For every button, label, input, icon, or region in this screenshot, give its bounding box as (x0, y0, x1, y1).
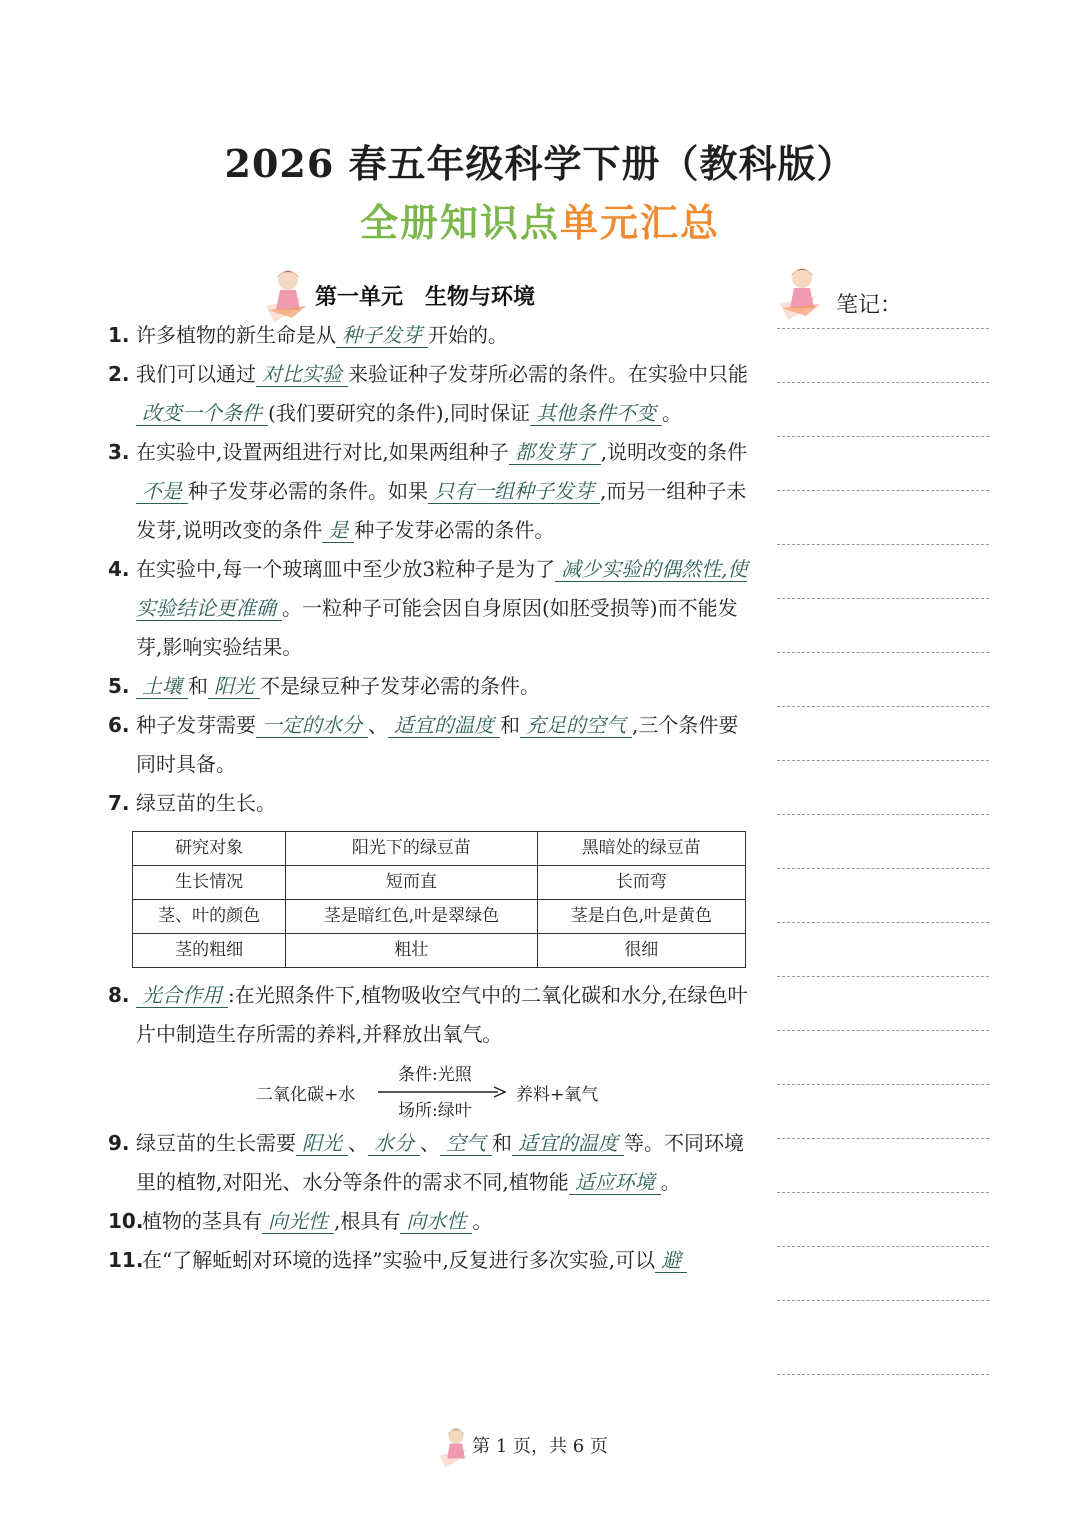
list-item (108, 1202, 753, 1241)
item-text: 种子发芽必需的条件。如果 (188, 479, 428, 503)
item-text: 植物的茎具有 (142, 1209, 262, 1233)
answer-blank: 向水性 (400, 1209, 472, 1234)
answer-blank: 适应环境 (569, 1170, 661, 1195)
item-text: 等。不同环境里的植物,对阳光、水分等条件的需求不同,植物能 (136, 1131, 744, 1194)
answer-blank: 一定的水分 (256, 713, 368, 738)
item-number: 7. (108, 791, 130, 815)
item-text: ,三个条件要同时具备。 (136, 713, 739, 776)
note-line (777, 544, 989, 545)
table-cell: 生长情况 (133, 866, 286, 900)
formula-location: 场所:绿叶 (398, 1101, 472, 1121)
note-line (777, 598, 989, 599)
table-cell: 阳光下的绿豆苗 (286, 832, 537, 866)
answer-blank: 空气 (440, 1131, 492, 1156)
table-row (133, 934, 746, 968)
growth-comparison-table (132, 831, 746, 968)
item-text: 、 (348, 1131, 368, 1155)
item-text: ,说明改变的条件 (600, 440, 748, 464)
note-line (777, 1084, 989, 1085)
item-number: 9. (108, 1131, 130, 1155)
item-number: 1. (108, 323, 130, 347)
item-text: 。一粒种子可能会因自身原因(如胚受损等)而不能发芽,影响实验结果。 (136, 596, 738, 659)
unit-title: 第一单元 生物与环境 (315, 285, 536, 310)
answer-blank: 避 (655, 1248, 687, 1273)
answer-blank: 都发芽了 (509, 440, 601, 465)
item-text: 来验证种子发芽所必需的条件。在实验中只能 (348, 362, 748, 386)
knowledge-list (108, 316, 753, 1280)
item-text: 、 (420, 1131, 440, 1155)
item-text: :在光照条件下,植物吸收空气中的二氧化碳和水分,在绿色叶片中制造生存所需的养料,并释放出氧气。 (136, 983, 748, 1046)
table-cell: 茎的粗细 (133, 934, 286, 968)
item-number: 3. (108, 440, 130, 464)
table-cell: 茎是暗红色,叶是翠绿色 (286, 900, 537, 934)
answer-blank: 其他条件不变 (530, 401, 662, 426)
subtitle-part-orange: 单元汇总 (560, 200, 721, 245)
item-text: 我们可以通过 (136, 362, 256, 386)
note-line (777, 490, 989, 491)
page-footer: 第 1 页，共 6 页 (472, 1436, 608, 1457)
note-line (777, 1192, 989, 1193)
item-text: (我们要研究的条件),同时保证 (268, 401, 530, 425)
table-row (133, 832, 746, 866)
table-row (133, 866, 746, 900)
list-item (108, 316, 753, 355)
item-text: ,而另一组种子未发芽,说明改变的条件 (136, 479, 747, 542)
note-line (777, 328, 989, 329)
item-text: ,根具有 (334, 1209, 401, 1233)
answer-blank: 不是 (136, 479, 188, 504)
answer-blank: 充足的空气 (520, 713, 632, 738)
answer-blank: 土壤 (136, 674, 188, 699)
item-text: 许多植物的新生命是从 (136, 323, 336, 347)
note-line (777, 922, 989, 923)
note-line (777, 706, 989, 707)
formula-condition: 条件:光照 (398, 1065, 472, 1085)
item-number: 11. (108, 1248, 144, 1272)
answer-blank: 种子发芽 (336, 323, 428, 348)
table-cell: 茎、叶的颜色 (133, 900, 286, 934)
answer-blank: 阳光 (208, 674, 260, 699)
note-line (777, 760, 989, 761)
note-line (777, 1300, 989, 1301)
item-text: 绿豆苗的生长需要 (136, 1131, 296, 1155)
answer-blank: 是 (322, 518, 354, 543)
answer-blank: 适宜的温度 (512, 1131, 624, 1156)
list-item (108, 667, 753, 706)
note-line (777, 868, 989, 869)
table-cell: 短而直 (286, 866, 537, 900)
item-number: 8. (108, 983, 130, 1007)
item-text: 。 (660, 1170, 681, 1194)
answer-blank: 适宜的温度 (388, 713, 500, 738)
item-text: 。 (472, 1209, 493, 1233)
item-number: 2. (108, 362, 130, 386)
note-line (777, 1030, 989, 1031)
list-item (108, 1124, 753, 1202)
note-line (777, 976, 989, 977)
table-cell: 粗壮 (286, 934, 537, 968)
note-line (777, 652, 989, 653)
table-cell: 很细 (537, 934, 745, 968)
subtitle-part-green: 全册知识点 (359, 200, 560, 245)
list-item (108, 433, 753, 550)
item-text: 绿豆苗的生长。 (136, 791, 276, 815)
page-subtitle (0, 192, 1080, 247)
table-cell: 研究对象 (133, 832, 286, 866)
answer-blank: 光合作用 (136, 983, 228, 1008)
note-line (777, 814, 989, 815)
item-number: 5. (108, 674, 130, 698)
answer-blank: 只有一组种子发芽 (428, 479, 600, 504)
list-item (108, 976, 753, 1054)
answer-blank: 改变一个条件 (136, 401, 268, 426)
item-text: 在“了解蚯蚓对环境的选择”实验中,反复进行多次实验,可以 (142, 1248, 656, 1272)
photosynthesis-formula (108, 1060, 753, 1120)
item-text: 和 (188, 674, 208, 698)
list-item (108, 706, 753, 784)
formula-reactants: 二氧化碳+水 (256, 1085, 356, 1105)
item-text: 在实验中,设置两组进行对比,如果两组种子 (136, 440, 509, 464)
item-text: 。 (661, 401, 682, 425)
item-number: 10. (108, 1209, 144, 1233)
item-text: 不是绿豆种子发芽必需的条件。 (260, 674, 540, 698)
note-line (777, 436, 989, 437)
item-text: 在实验中,每一个玻璃皿中至少放3粒种子是为了 (136, 557, 556, 581)
table-cell: 长而弯 (537, 866, 745, 900)
page-title: 2026 春五年级科学下册（教科版） (224, 141, 856, 186)
note-line (777, 1374, 989, 1375)
notes-label: 笔记： (836, 293, 903, 318)
item-text: 、 (368, 713, 388, 737)
item-text: 种子发芽需要 (136, 713, 256, 737)
note-line (777, 382, 989, 383)
item-text: 种子发芽必需的条件。 (354, 518, 555, 542)
list-item (108, 355, 753, 433)
item-text: 开始的。 (428, 323, 508, 347)
table-cell: 黑暗处的绿豆苗 (537, 832, 745, 866)
list-item (108, 550, 753, 667)
list-item (108, 1241, 753, 1280)
answer-blank: 减少实验的偶然性,使实验结论更准确 (136, 557, 748, 620)
formula-products: 养料+氧气 (516, 1085, 599, 1105)
note-line (777, 1246, 989, 1247)
list-item (108, 784, 753, 823)
answer-blank: 对比实验 (256, 362, 348, 387)
item-text: 和 (492, 1131, 512, 1155)
answer-blank: 向光性 (262, 1209, 334, 1234)
table-row (133, 900, 746, 934)
item-number: 4. (108, 557, 130, 581)
item-text: 和 (500, 713, 520, 737)
answer-blank: 水分 (368, 1131, 420, 1156)
item-number: 6. (108, 713, 130, 737)
table-cell: 茎是白色,叶是黄色 (537, 900, 745, 934)
note-line (777, 1138, 989, 1139)
girl-mascot-icon (776, 262, 828, 326)
answer-blank: 阳光 (296, 1131, 348, 1156)
